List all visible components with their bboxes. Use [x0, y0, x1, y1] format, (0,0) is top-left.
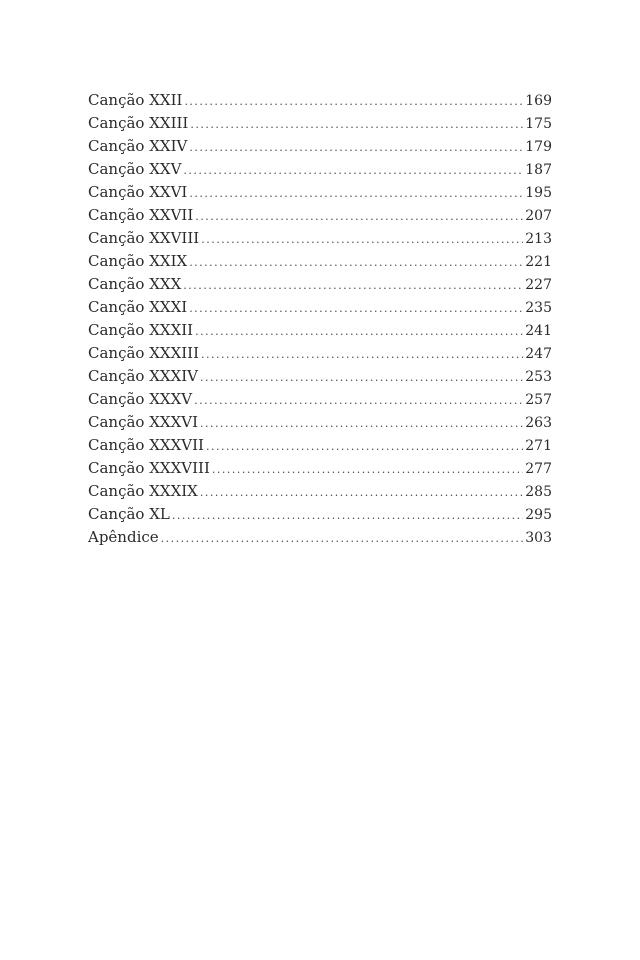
toc-entry-title: Canção XXIII — [88, 114, 189, 132]
toc-entry-title: Canção XXXVIII — [88, 459, 210, 477]
toc-entry-page: 227 — [525, 277, 552, 293]
toc-entry-title: Canção XXVII — [88, 206, 194, 224]
toc-entry — [88, 181, 552, 204]
dot-leader — [200, 412, 523, 435]
toc-entry — [88, 503, 552, 526]
toc-entry-title: Canção XXXI — [88, 298, 188, 316]
toc-entry — [88, 227, 552, 250]
toc-entry-page: 295 — [525, 507, 552, 523]
toc-entry-page: 207 — [525, 208, 552, 224]
toc-entry-page: 213 — [525, 231, 552, 247]
dot-leader — [183, 159, 523, 182]
dot-leader — [189, 182, 523, 205]
dot-leader — [189, 136, 523, 159]
toc-entry — [88, 89, 552, 112]
dot-leader — [183, 274, 523, 297]
toc-entry-title: Canção XXXVII — [88, 436, 204, 454]
toc-entry — [88, 388, 552, 411]
dot-leader — [201, 343, 523, 366]
dot-leader — [189, 251, 523, 274]
toc-entry — [88, 319, 552, 342]
dot-leader — [190, 113, 523, 136]
dot-leader — [161, 527, 524, 550]
toc-entry-page: 263 — [525, 415, 552, 431]
toc-entry — [88, 135, 552, 158]
toc-entry-page: 303 — [525, 530, 552, 546]
toc-entry-title: Canção XXXIII — [88, 344, 200, 362]
toc-entry — [88, 296, 552, 319]
toc-entry-page: 247 — [525, 346, 552, 362]
toc-entry-page: 179 — [525, 139, 552, 155]
toc-entry — [88, 273, 552, 296]
toc-entry-page: 195 — [525, 185, 552, 201]
table-of-contents — [88, 89, 552, 549]
toc-entry-page: 187 — [525, 162, 552, 178]
toc-entry — [88, 480, 552, 503]
toc-entry — [88, 112, 552, 135]
dot-leader — [201, 228, 523, 251]
toc-entry-title: Canção XXX — [88, 275, 182, 293]
toc-entry-title: Canção XXIV — [88, 137, 188, 155]
toc-entry — [88, 342, 552, 365]
toc-entry-title: Canção XXXV — [88, 390, 193, 408]
toc-entry-page: 277 — [525, 461, 552, 477]
toc-entry-title: Canção XXVI — [88, 183, 188, 201]
toc-entry — [88, 434, 552, 457]
toc-entry — [88, 526, 552, 549]
toc-entry-title: Canção XXII — [88, 91, 183, 109]
toc-entry — [88, 250, 552, 273]
dot-leader — [194, 389, 523, 412]
dot-leader — [200, 366, 523, 389]
dot-leader — [172, 504, 523, 527]
toc-entry-page: 257 — [525, 392, 552, 408]
dot-leader — [189, 297, 523, 320]
toc-entry-page: 221 — [525, 254, 552, 270]
toc-entry-page: 175 — [525, 116, 552, 132]
dot-leader — [184, 90, 523, 113]
toc-entry — [88, 411, 552, 434]
toc-entry-page: 271 — [525, 438, 552, 454]
dot-leader — [212, 458, 523, 481]
toc-entry-page: 169 — [525, 93, 552, 109]
toc-entry-page: 241 — [525, 323, 552, 339]
toc-entry-title: Canção XL — [88, 505, 170, 523]
toc-entry — [88, 158, 552, 181]
toc-entry-title: Canção XXXIV — [88, 367, 199, 385]
toc-entry — [88, 204, 552, 227]
toc-entry — [88, 457, 552, 480]
toc-entry-page: 285 — [525, 484, 552, 500]
toc-entry-title: Canção XXXII — [88, 321, 194, 339]
toc-entry — [88, 365, 552, 388]
toc-entry-title: Apêndice — [88, 528, 159, 546]
toc-entry-page: 235 — [525, 300, 552, 316]
dot-leader — [195, 320, 523, 343]
dot-leader — [195, 205, 523, 228]
toc-entry-title: Canção XXXIX — [88, 482, 198, 500]
toc-entry-title: Canção XXXVI — [88, 413, 199, 431]
toc-entry-title: Canção XXIX — [88, 252, 188, 270]
toc-entry-title: Canção XXV — [88, 160, 182, 178]
dot-leader — [200, 481, 523, 504]
toc-entry-page: 253 — [525, 369, 552, 385]
dot-leader — [206, 435, 523, 458]
toc-entry-title: Canção XXVIII — [88, 229, 200, 247]
